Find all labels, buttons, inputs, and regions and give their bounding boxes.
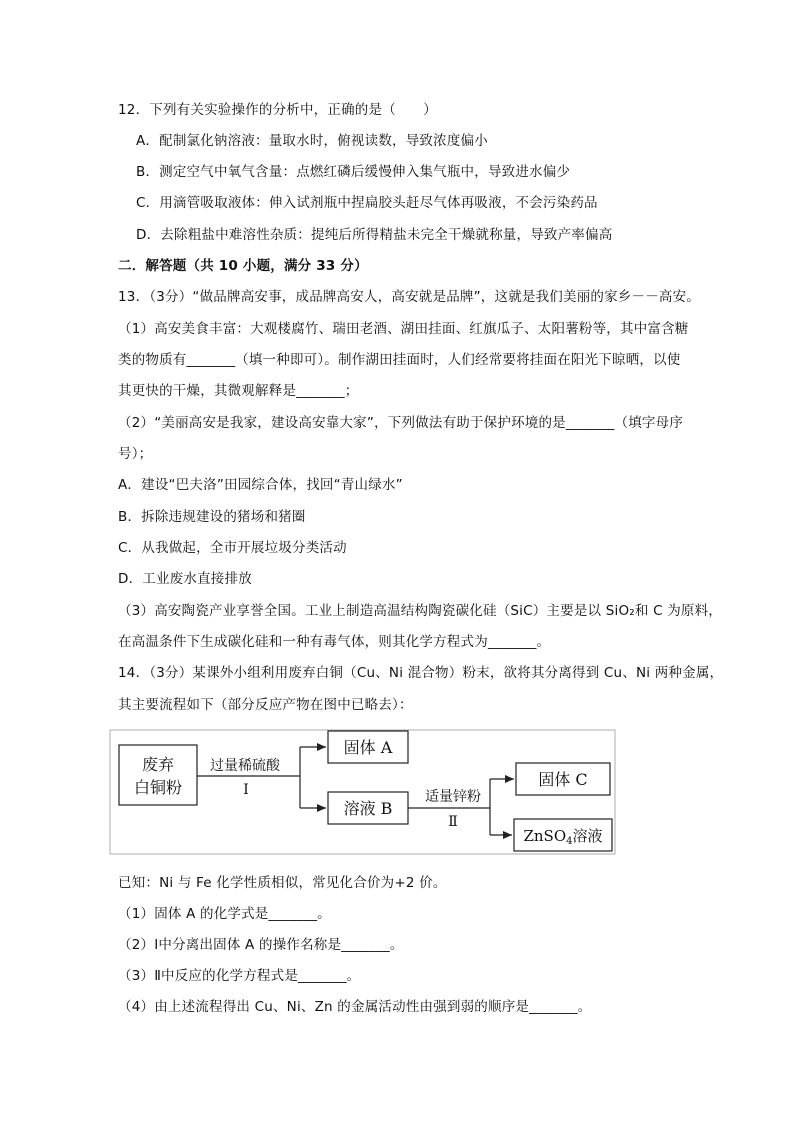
- q12-option-a: A．配制氯化钠溶液：量取水时，俯视读数，导致浓度偏小: [136, 133, 488, 149]
- q14-stem-line1: 14．（3分）某课外小组利用废弃白铜（Cu、Ni 混合物）粉末，欲将其分离得到 Cu、Ni 两种金属，: [118, 665, 724, 681]
- q12-stem: 12．下列有关实验操作的分析中，正确的是（ ）: [118, 102, 437, 118]
- q13-part2-line2: 号）；: [118, 446, 153, 462]
- q14-stem-line2: 其主要流程如下（部分反应产物在图中已略去）：: [118, 697, 413, 713]
- znso4-label: ZnSO$_4$溶液: [523, 827, 603, 847]
- step2-number: Ⅱ: [448, 814, 458, 830]
- q13-stem: 13．（3分）“做品牌高安事，成品牌高安人，高安就是品牌”，这就是我们美丽的家乡－－高安。: [118, 289, 701, 305]
- q13-part3-line1: （3）高安陶瓷产业享誉全国。工业上制造高温结构陶瓷碳化硅（SiC）主要是以 SiO₂和 C 为原料，: [118, 603, 722, 619]
- start-label-line1: 废弃: [141, 755, 175, 774]
- step1-number: Ⅰ: [243, 782, 249, 798]
- q13-part2-line1: （2）“美丽高安是我家，建设高安靠大家”，下列做法有助于保护环境的是_______（填字母序: [118, 415, 684, 431]
- q13-option-a: A．建设“巴夫洛”田园综合体，找回“青山绿水”: [118, 477, 403, 493]
- start-label-line2: 白铜粉: [133, 778, 183, 797]
- solution-b-label: 溶液 B: [343, 799, 393, 818]
- q12-option-b: B．测定空气中氧气含量：点燃红磷后缓慢伸入集气瓶中，导致进水偏少: [136, 164, 571, 180]
- q14-sub2: （2）Ⅰ中分离出固体 A 的操作名称是_______。: [118, 937, 404, 953]
- q13-part1-line2: 类的物质有_______（填一种即可）。制作湖田挂面时，人们经常要将挂面在阳光下晾晒，以使: [118, 352, 681, 368]
- q14-sub4: （4）由上述流程得出 Cu、Ni、Zn 的金属活动性由强到弱的顺序是_______。: [118, 999, 592, 1015]
- step2-reagent: 适量锌粉: [425, 789, 481, 805]
- q13-part3-line2: 在高温条件下生成碳化硅和一种有毒气体，则其化学方程式为_______。: [118, 634, 551, 650]
- q13-option-d: D．工业废水直接排放: [118, 571, 252, 587]
- section-title: 二．解答题（共 10 小题，满分 33 分）: [118, 258, 368, 274]
- q14-sub3: （3）Ⅱ中反应的化学方程式是_______。: [118, 968, 361, 984]
- q13-option-c: C．从我做起，全市开展垃圾分类活动: [118, 540, 347, 556]
- q12-option-d: D．去除粗盐中难溶性杂质：提纯后所得精盐未完全干燥就称量，导致产率偏高: [136, 227, 613, 243]
- solid-c-label: 固体 C: [538, 770, 588, 789]
- q14-known: 已知：Ni 与 Fe 化学性质相似，常见化合价为+2 价。: [118, 875, 447, 891]
- q13-part1-line1: （1）高安美食丰富：大观楼腐竹、瑞田老酒、湖田挂面、红旗瓜子、太阳薯粉等，其中富含糖: [118, 321, 689, 337]
- step1-reagent: 过量稀硫酸: [210, 758, 280, 774]
- q13-option-b: B．拆除违规建设的猪场和猪圈: [118, 509, 306, 525]
- q12-option-c: C．用滴管吸取液体：伸入试剂瓶中捏扁胶头赶尽气体再吸液，不会污染药品: [136, 195, 598, 211]
- q14-sub1: （1）固体 A 的化学式是_______。: [118, 906, 331, 922]
- q13-part1-line3: 其更快的干燥，其微观解释是_______；: [118, 383, 359, 399]
- solid-a-label: 固体 A: [343, 738, 393, 757]
